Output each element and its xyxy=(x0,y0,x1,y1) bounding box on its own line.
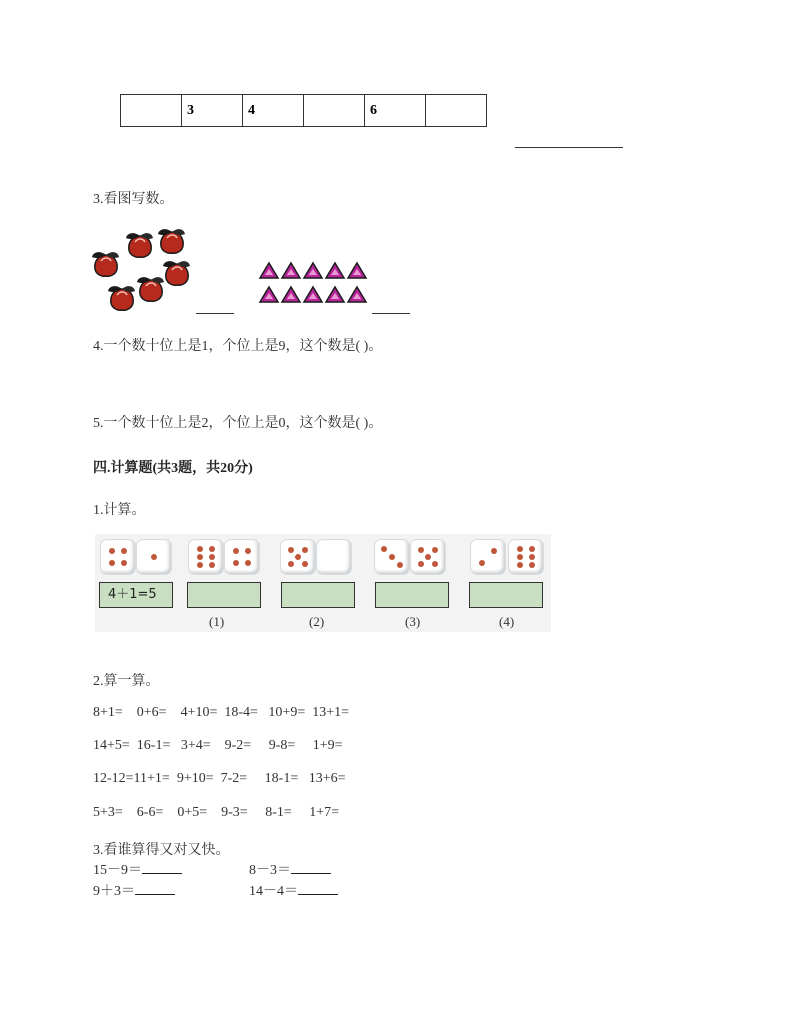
peach-icon xyxy=(158,229,185,253)
answer-box-3[interactable] xyxy=(375,582,449,608)
peach-icon xyxy=(163,261,190,285)
number-sequence-table xyxy=(120,94,487,127)
triangle-icon xyxy=(260,287,278,302)
box-label: (1) xyxy=(209,614,225,629)
question-3-label: 3.看图写数。 xyxy=(93,192,174,207)
peach-icon xyxy=(137,277,164,301)
die-five xyxy=(411,540,445,574)
table-cell: 3 xyxy=(182,95,243,127)
equation-text: 15－9＝ xyxy=(93,863,142,878)
triangle-icon xyxy=(348,263,366,278)
calc-3-label: 3.看谁算得又对又快。 xyxy=(93,843,230,858)
section-heading: 四.计算题(共3题，共20分) xyxy=(93,461,253,476)
table-cell xyxy=(426,95,487,127)
peach-icon xyxy=(92,252,119,276)
table-cell: 6 xyxy=(365,95,426,127)
answer-box-1[interactable] xyxy=(187,582,261,608)
answer-line xyxy=(372,313,410,314)
triangle-icon xyxy=(304,287,322,302)
die-three xyxy=(375,540,409,574)
example-answer-box: 4＋1=5 xyxy=(99,582,173,608)
calc-1-label: 1.计算。 xyxy=(93,503,146,518)
die-six xyxy=(509,540,543,574)
box-label: (2) xyxy=(309,614,325,629)
calc-2-label: 2.算一算。 xyxy=(93,674,160,689)
answer-line xyxy=(196,313,234,314)
die-five xyxy=(281,540,315,574)
triangle-icon xyxy=(260,263,278,278)
calc-3-item xyxy=(93,859,182,879)
calc-3-item xyxy=(249,859,331,879)
triangles-picture xyxy=(258,261,368,305)
equation-text: 9＋3＝ xyxy=(93,884,135,899)
dice-panel xyxy=(95,534,551,632)
die-one xyxy=(137,540,171,574)
equation-row: 12-12=11+1= 9+10= 7-2= 18-1= 13+6= xyxy=(93,771,346,786)
triangle-icon xyxy=(326,263,344,278)
answer-box-2[interactable] xyxy=(281,582,355,608)
die-four xyxy=(101,540,135,574)
table-cell xyxy=(121,95,182,127)
calc-3-item xyxy=(93,880,175,900)
triangle-icon xyxy=(282,263,300,278)
equation-row: 8+1= 0+6= 4+10= 18-4= 10+9= 13+1= xyxy=(93,705,350,720)
die-blank xyxy=(317,540,351,574)
triangle-icon xyxy=(304,263,322,278)
peaches-picture xyxy=(92,228,192,314)
equation-row: 5+3= 6-6= 0+5= 9-3= 8-1= 1+7= xyxy=(93,805,340,820)
peach-icon xyxy=(126,233,153,257)
answer-blank[interactable] xyxy=(135,882,175,895)
die-two xyxy=(471,540,505,574)
table-cell: 4 xyxy=(243,95,304,127)
question-4-label: 4.一个数十位上是1，个位上是9，这个数是( )。 xyxy=(93,339,383,354)
answer-blank[interactable] xyxy=(291,861,331,874)
equation-text: 14－4＝ xyxy=(249,884,298,899)
triangle-icon xyxy=(326,287,344,302)
answer-line xyxy=(515,147,623,148)
answer-blank[interactable] xyxy=(298,882,338,895)
box-label: (4) xyxy=(499,614,515,629)
peach-icon xyxy=(108,286,135,310)
triangle-icon xyxy=(282,287,300,302)
answer-box-4[interactable] xyxy=(469,582,543,608)
calc-3-item xyxy=(249,880,338,900)
table-cell xyxy=(304,95,365,127)
box-label: (3) xyxy=(405,614,421,629)
question-5-label: 5.一个数十位上是2，个位上是0，这个数是( )。 xyxy=(93,416,383,431)
triangle-icon xyxy=(348,287,366,302)
die-four xyxy=(225,540,259,574)
equation-row: 14+5= 16-1= 3+4= 9-2= 9-8= 1+9= xyxy=(93,738,343,753)
die-six xyxy=(189,540,223,574)
equation-text: 8－3＝ xyxy=(249,863,291,878)
answer-blank[interactable] xyxy=(142,861,182,874)
